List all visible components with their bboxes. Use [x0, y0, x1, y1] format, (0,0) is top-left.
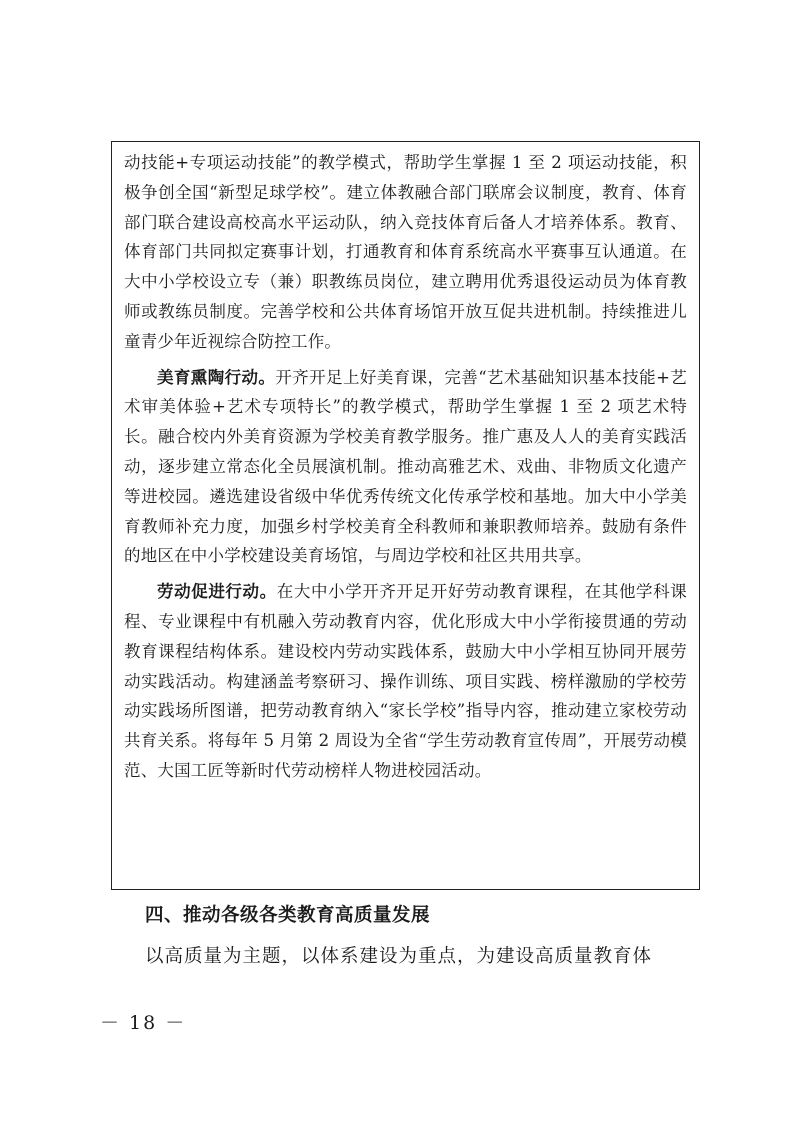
paragraph-aesthetic-education: [124, 363, 687, 572]
paragraph-labor-education: [124, 577, 687, 786]
aesthetic-education-heading: 美育熏陶行动。: [157, 367, 276, 387]
page-number: － 18 －: [100, 1012, 187, 1034]
labor-education-body: 在大中小学开齐开足开好劳动教育课程，在其他学科课程、专业课程中有机融入劳动教育内容，优化形成大中小学衔接贯通的劳动教育课程结构体系。建设校内劳动实践体系，鼓励大中小学相互协同开展劳动实践活动。构建涵盖考察研习、操作训练、项目实践、榜样激励的学校劳动实践场所图谱，把劳动教育纳入“家长学校”指导内容，推动建立家校劳动共育关系。将每年 5 月第 2 周设为全省“学生劳动教育宣传周”，开展劳动模范、大国工匠等新时代劳动榜样人物进校园活动。: [124, 582, 687, 780]
aesthetic-education-body: 开齐开足上好美育课，完善“艺术基础知识基本技能+艺术审美体验+艺术专项特长”的教学模式，帮助学生掌握 1 至 2 项艺术特长。融合校内外美育资源为学校美育教学服务。推广惠及人人的美育实践活动，逐步建立常态化全员展演机制。推动高雅艺术、戏曲、非物质文化遗产等进校园。遴选建设省级中华优秀传统文化传承学校和基地。加大中小学美育教师补充力度，加强乡村学校美育全科教师和兼职教师培养。鼓励有条件的地区在中小学校建设美育场馆，与周边学校和社区共用共享。: [124, 367, 688, 566]
labor-education-heading: 劳动促进行动。: [157, 582, 277, 602]
paragraph-sports-continued: 动技能+专项运动技能”的教学模式，帮助学生掌握 1 至 2 项运动技能，积极争创全国“新型足球学校”。建立体教融合部门联席会议制度，教育、体育部门联合建设高校高水平运动队，纳入竞技体育后备人才培养体系。教育、体育部门共同拟定赛事计划，打通教育和体育系统高水平赛事互认通道。在大中小学校设立专（兼）职教练员岗位，建立聘用优秀退役运动员为体育教师或教练员制度。完善学校和公共体育场馆开放互促共进机制。持续推进儿童青少年近视综合防控工作。: [124, 153, 687, 351]
boxed-text-panel: [111, 141, 700, 890]
body-paragraph: 以高质量为主题，以体系建设为重点，为建设高质量教育体: [145, 946, 653, 967]
section-heading: 四、推动各级各类教育高质量发展: [145, 905, 431, 926]
